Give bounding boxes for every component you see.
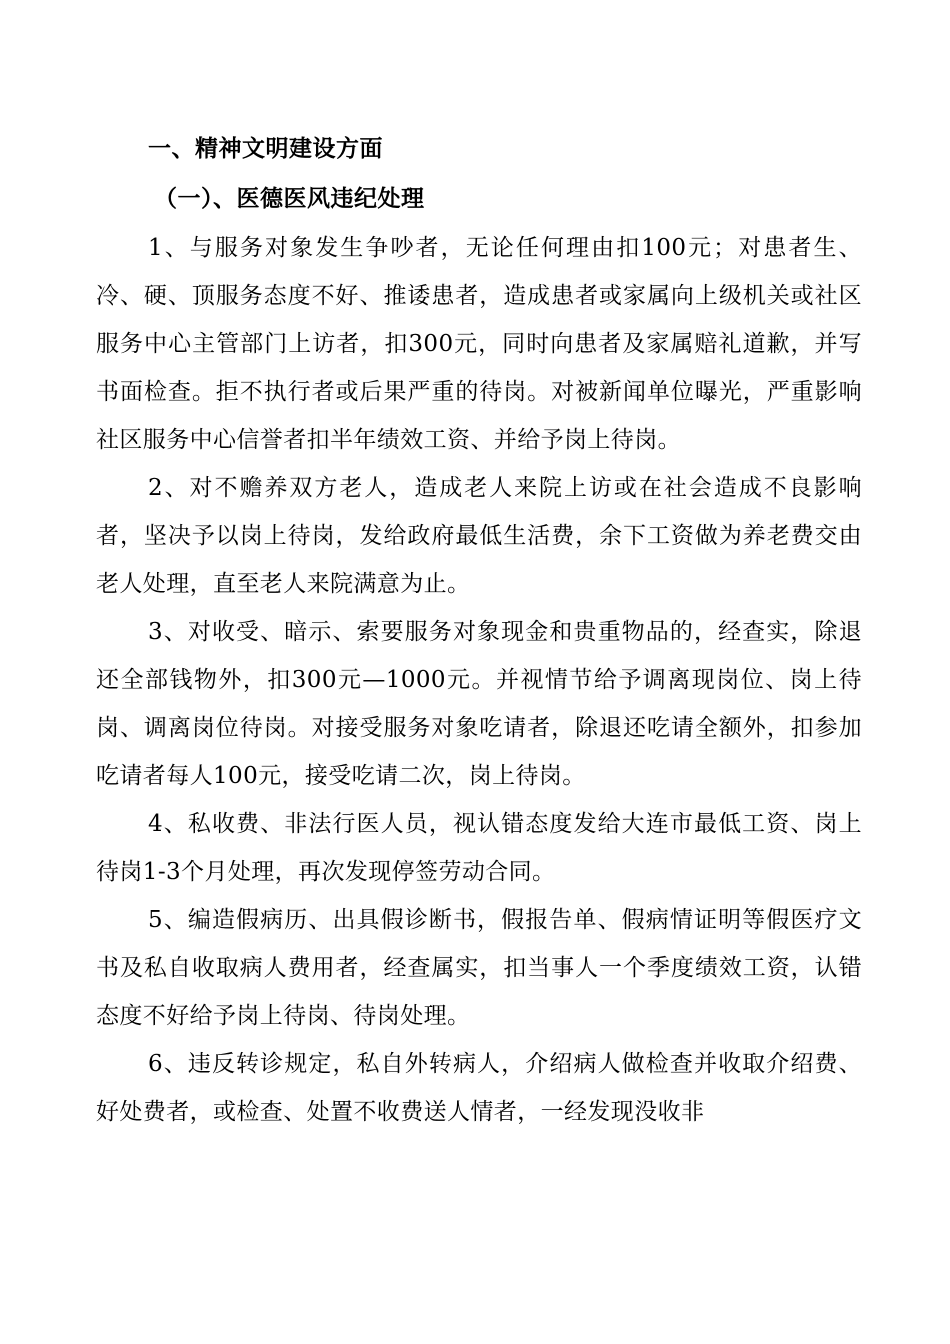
section-heading: 一、精神文明建设方面 [148, 136, 383, 162]
subsection-heading: （一）、医德医风违纪处理 [154, 186, 425, 212]
paragraph-5: 5、编造假病历、出具假诊断书，假报告单、假病情证明等假医疗文书及私自收取病人费用者，经查属实，扣当事人一个季度绩效工资，认错态度不好给予岗上待岗、待岗处理。 [96, 907, 862, 1029]
paragraph-6: 6、违反转诊规定，私自外转病人，介绍病人做检查并收取介绍费、好处费者，或检查、处置不收费送人情者，一经发现没收非 [96, 1051, 862, 1125]
paragraph-2: 2、对不赡养双方老人，造成老人来院上访或在社会造成不良影响者，坚决予以岗上待岗，发给政府最低生活费，余下工资做为养老费交由老人处理，直至老人来院满意为止。 [96, 475, 862, 597]
paragraph-4: 4、私收费、非法行医人员，视认错态度发给大连市最低工资、岗上待岗1-3个月处理，再次发现停签劳动合同。 [96, 811, 862, 885]
paragraph-3: 3、对收受、暗示、索要服务对象现金和贵重物品的，经查实，除退还全部钱物外，扣300元—1000元。并视情节给予调离现岗位、岗上待岗、调离岗位待岗。对接受服务对象吃请者，除退还吃请全额外，扣参加吃请者每人100元，接受吃请二次，岗上待岗。 [96, 619, 862, 789]
document-body [96, 124, 862, 1136]
paragraph-1: 1、与服务对象发生争吵者，无论任何理由扣100元；对患者生、冷、硬、顶服务态度不好、推诿患者，造成患者或家属向上级机关或社区服务中心主管部门上访者，扣300元，同时向患者及家属赔礼道歉，并写书面检查。拒不执行者或后果严重的待岗。对被新闻单位曝光，严重影响社区服务中心信誉者扣半年绩效工资、并给予岗上待岗。 [96, 235, 862, 453]
